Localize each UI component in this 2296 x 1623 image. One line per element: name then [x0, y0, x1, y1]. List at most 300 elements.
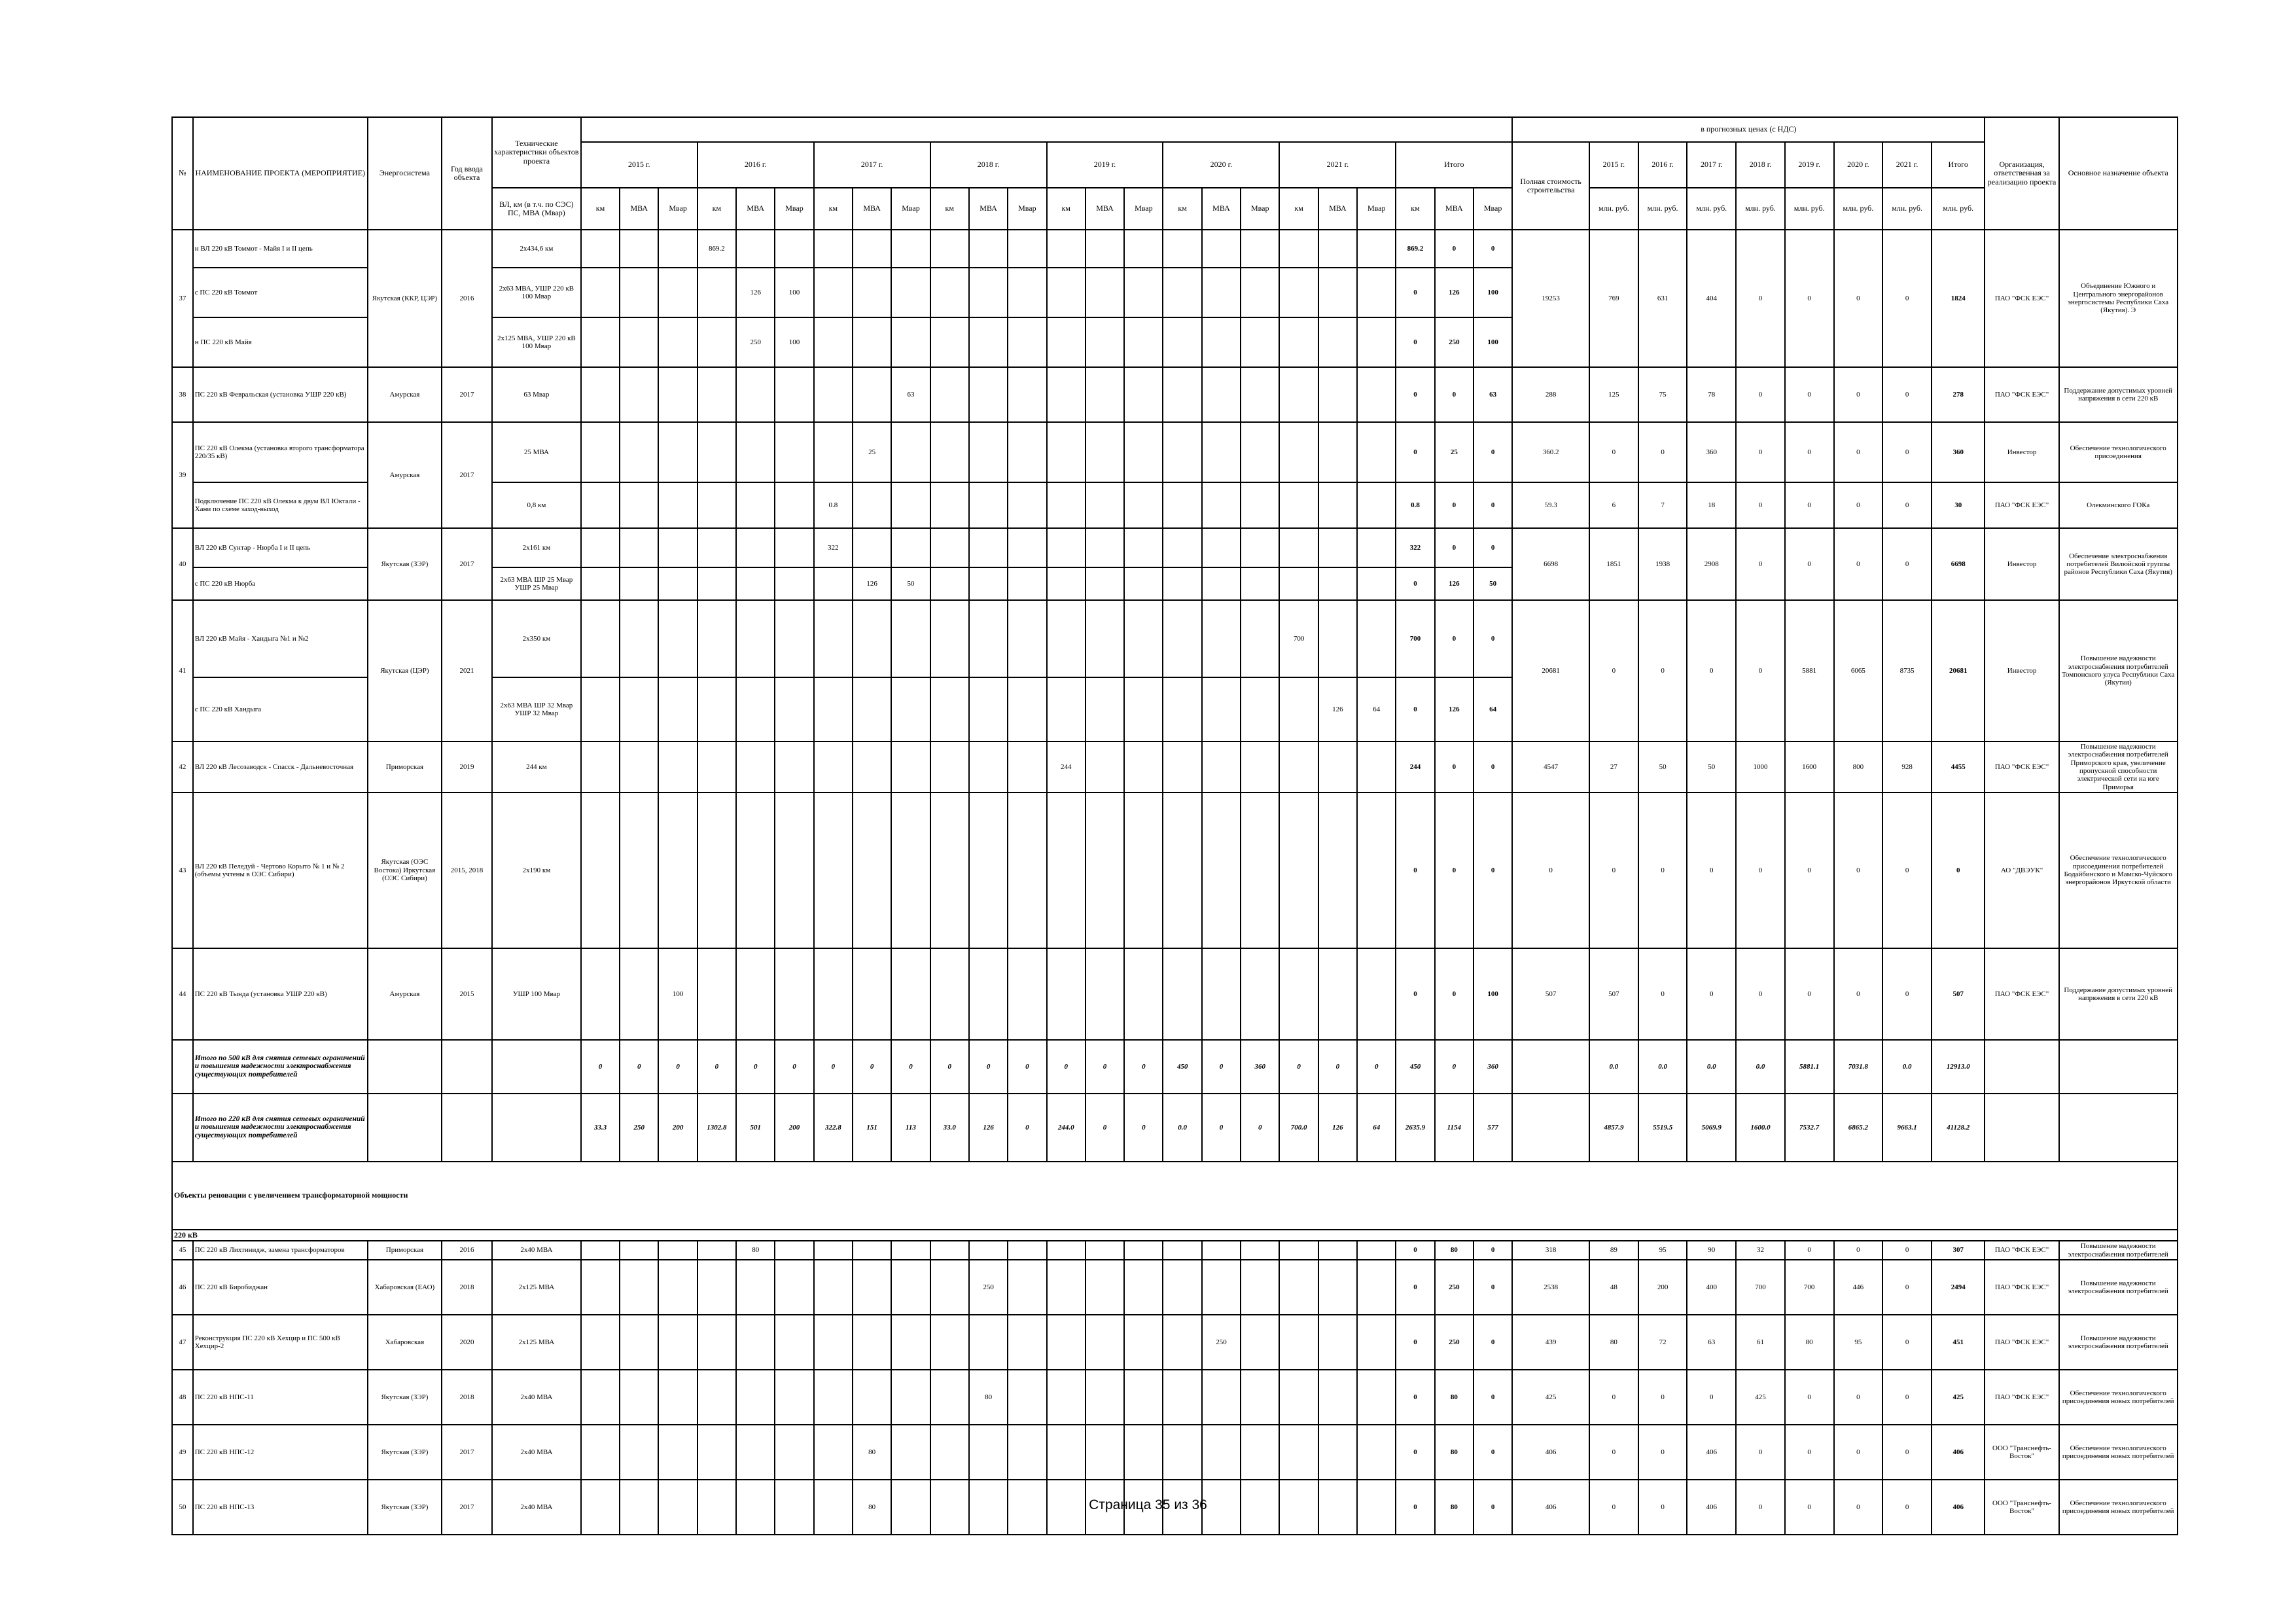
- money-cell: 75: [1638, 367, 1687, 422]
- volume-cell: 0: [1241, 1094, 1279, 1162]
- money-cell: 5069.9: [1687, 1094, 1736, 1162]
- volume-total-cell: 0: [1435, 600, 1474, 677]
- volume-cell: [1086, 317, 1124, 367]
- volume-cell: [1241, 268, 1279, 317]
- volume-cell: [853, 677, 891, 741]
- money-year-header-0: 2015 г.: [1589, 142, 1638, 188]
- money-cell: 0.0: [1882, 1040, 1932, 1094]
- project-name: ПС 220 кВ НПС-12: [193, 1425, 368, 1480]
- volume-cell: [775, 600, 813, 677]
- volume-cell: [1047, 317, 1086, 367]
- volume-cell: 0: [1202, 1094, 1241, 1162]
- row-number: 45: [172, 1241, 193, 1260]
- volume-cell: [1357, 600, 1396, 677]
- volume-cell: [814, 1260, 853, 1315]
- volume-cell: [775, 567, 813, 600]
- volume-cell: [930, 422, 969, 482]
- money-cell: 6065: [1834, 600, 1883, 741]
- volume-cell: [1279, 741, 1318, 793]
- volume-cell: [1163, 1241, 1201, 1260]
- volume-total-cell: 0: [1435, 230, 1474, 268]
- volume-cell: 0: [581, 1040, 620, 1094]
- unit-header: км: [814, 188, 853, 230]
- unit-header: Мвар: [1357, 188, 1396, 230]
- volume-cell: [969, 1425, 1008, 1480]
- money-cell: 1600.0: [1736, 1094, 1785, 1162]
- tech-characteristics: 2х125 МВА, УШР 220 кВ 100 Мвар: [492, 317, 581, 367]
- volume-cell: [1124, 793, 1163, 948]
- volume-cell: [1202, 793, 1241, 948]
- row-number: 40: [172, 528, 193, 600]
- volume-cell: [1163, 793, 1201, 948]
- volume-cell: [1279, 1241, 1318, 1260]
- money-cell: 0: [1882, 367, 1932, 422]
- unit-header: км: [1396, 188, 1434, 230]
- volume-cell: [581, 528, 620, 567]
- volume-total-cell: 450: [1396, 1040, 1434, 1094]
- volume-cell: [930, 793, 969, 948]
- volume-total-cell: 0: [1396, 948, 1434, 1040]
- money-cell: 0: [1736, 528, 1785, 600]
- volume-cell: [581, 948, 620, 1040]
- volume-cell: [1047, 230, 1086, 268]
- volume-total-cell: 250: [1435, 1315, 1474, 1370]
- purpose-cell: Обеспечение технологического присоединения потребителей Бодайбинского и Мамско-Чуйского энергорайонов Иркутской области: [2059, 793, 2178, 948]
- volume-total-cell: 577: [1474, 1094, 1512, 1162]
- volume-cell: [736, 367, 775, 422]
- volume-cell: [814, 741, 853, 793]
- volume-cell: [1047, 948, 1086, 1040]
- purpose-cell: Обеспечение технологического присоединения новых потребителей: [2059, 1370, 2178, 1425]
- volume-cell: [969, 677, 1008, 741]
- volume-cell: [1047, 677, 1086, 741]
- project-name: ВЛ 220 кВ Лесозаводск - Спасск - Дальневосточная: [193, 741, 368, 793]
- volume-total-cell: 80: [1435, 1241, 1474, 1260]
- volume-cell: 0: [1086, 1094, 1124, 1162]
- volume-cell: [1086, 1315, 1124, 1370]
- volume-cell: [1241, 528, 1279, 567]
- money-cell: 0: [1687, 793, 1736, 948]
- volume-cell: [969, 482, 1008, 528]
- full-cost-cell: 406: [1512, 1425, 1589, 1480]
- volume-cell: [581, 482, 620, 528]
- tech-characteristics: 2х63 МВА, УШР 220 кВ 100 Мвар: [492, 268, 581, 317]
- year-header-1: 2016 г.: [698, 142, 814, 188]
- volume-cell: [775, 422, 813, 482]
- money-year-header-6: 2021 г.: [1882, 142, 1932, 188]
- volume-total-cell: 2635.9: [1396, 1094, 1434, 1162]
- row-number: 48: [172, 1370, 193, 1425]
- money-cell: 50: [1638, 741, 1687, 793]
- volume-cell: [658, 1315, 697, 1370]
- col-year-header: Год ввода объекта: [442, 117, 492, 230]
- volume-cell: [891, 793, 930, 948]
- volume-cell: [891, 1425, 930, 1480]
- volume-cell: [1279, 317, 1318, 367]
- money-cell: 72: [1638, 1315, 1687, 1370]
- volume-cell: [1086, 1425, 1124, 1480]
- volume-cell: [1124, 422, 1163, 482]
- volume-cell: 64: [1357, 677, 1396, 741]
- volume-cell: 126: [853, 567, 891, 600]
- money-cell: 0: [1785, 948, 1834, 1040]
- volume-cell: [1357, 741, 1396, 793]
- volume-cell: [581, 567, 620, 600]
- volume-cell: [853, 793, 891, 948]
- volume-cell: [775, 528, 813, 567]
- full-cost-cell: 20681: [1512, 600, 1589, 741]
- volume-cell: [969, 567, 1008, 600]
- tech-characteristics: 2х125 МВА: [492, 1260, 581, 1315]
- project-name: ПС 220 кВ Лихтинидж, замена трансформаторов: [193, 1241, 368, 1260]
- volume-cell: [698, 482, 736, 528]
- org-cell: ПАО "ФСК ЕЭС": [1985, 1370, 2058, 1425]
- money-total-cell: 507: [1932, 948, 1985, 1040]
- volume-cell: [581, 1425, 620, 1480]
- purpose-cell: Обеспечение технологического присоединения новых потребителей: [2059, 1425, 2178, 1480]
- volume-cell: [1357, 317, 1396, 367]
- volume-total-cell: 0: [1474, 600, 1512, 677]
- volume-cell: [1318, 1370, 1357, 1425]
- volume-cell: [1357, 1241, 1396, 1260]
- volume-cell: [1086, 367, 1124, 422]
- volume-cell: [814, 1370, 853, 1425]
- volume-cell: [620, 422, 658, 482]
- volume-cell: [658, 482, 697, 528]
- volume-cell: [658, 317, 697, 367]
- volume-cell: [1163, 268, 1201, 317]
- section-title: Объекты реновации с увеличением трансформаторной мощности: [172, 1162, 2178, 1230]
- volume-cell: [775, 1260, 813, 1315]
- volume-cell: [1086, 741, 1124, 793]
- money-cell: 404: [1687, 230, 1736, 367]
- table-row: [172, 1241, 2178, 1260]
- volume-cell: [698, 1425, 736, 1480]
- volume-cell: [1202, 317, 1241, 367]
- volume-cell: [1357, 567, 1396, 600]
- volume-cell: [1008, 367, 1046, 422]
- volume-cell: 450: [1163, 1040, 1201, 1094]
- volume-cell: 0: [1124, 1094, 1163, 1162]
- volume-total-cell: 0: [1396, 1425, 1434, 1480]
- money-total-cell: 4455: [1932, 741, 1985, 793]
- volume-total-cell: 0: [1396, 422, 1434, 482]
- volume-cell: [814, 600, 853, 677]
- unit-header: Мвар: [891, 188, 930, 230]
- unit-header: МВА: [1318, 188, 1357, 230]
- volume-cell: 113: [891, 1094, 930, 1162]
- volume-cell: 126: [736, 268, 775, 317]
- volume-cell: [1086, 528, 1124, 567]
- volume-cell: [1124, 677, 1163, 741]
- volume-cell: [1008, 1425, 1046, 1480]
- money-cell: 0: [1589, 1370, 1638, 1425]
- money-cell: 0: [1785, 528, 1834, 600]
- money-cell: 0: [1834, 528, 1883, 600]
- money-cell: 0: [1736, 1480, 1785, 1535]
- energy-system: Якутская (ЗЭР): [368, 528, 442, 600]
- volume-cell: [775, 677, 813, 741]
- volume-cell: 80: [853, 1425, 891, 1480]
- volume-total-cell: 0.8: [1396, 482, 1434, 528]
- money-cell: 0: [1638, 793, 1687, 948]
- volume-cell: [775, 1315, 813, 1370]
- energy-system: Амурская: [368, 422, 442, 528]
- volume-cell: 0: [814, 1040, 853, 1094]
- volume-cell: [814, 317, 853, 367]
- volume-cell: [1241, 230, 1279, 268]
- volume-cell: [1241, 422, 1279, 482]
- volume-total-cell: 869.2: [1396, 230, 1434, 268]
- purpose-cell: Олекминского ГОКа: [2059, 482, 2178, 528]
- volume-cell: [930, 1315, 969, 1370]
- prices-group-header: в прогнозных ценах (с НДС): [1512, 117, 1985, 142]
- volume-cell: [698, 600, 736, 677]
- energy-system: Приморская: [368, 1241, 442, 1260]
- volume-cell: [1202, 677, 1241, 741]
- money-unit-header: млн. руб.: [1785, 188, 1834, 230]
- volume-cell: [620, 1241, 658, 1260]
- table-row: [172, 600, 2178, 677]
- tech-characteristics: 2х40 МВА: [492, 1425, 581, 1480]
- volume-cell: 250: [969, 1260, 1008, 1315]
- volume-cell: [1086, 422, 1124, 482]
- unit-header: МВА: [1435, 188, 1474, 230]
- volume-cell: [1163, 367, 1201, 422]
- volume-cell: [1163, 422, 1201, 482]
- volume-total-cell: 0: [1474, 1425, 1512, 1480]
- volume-total-cell: 100: [1474, 268, 1512, 317]
- volume-cell: [1318, 422, 1357, 482]
- org-cell: ПАО "ФСК ЕЭС": [1985, 1315, 2058, 1370]
- volume-cell: [581, 230, 620, 268]
- org-cell: ООО "Транснефть-Восток": [1985, 1480, 2058, 1535]
- money-cell: 0: [1834, 793, 1883, 948]
- volume-cell: [814, 268, 853, 317]
- volume-cell: [1202, 367, 1241, 422]
- money-cell: 0: [1882, 528, 1932, 600]
- volume-cell: [1086, 793, 1124, 948]
- volume-cell: [620, 600, 658, 677]
- energy-system: Приморская: [368, 741, 442, 793]
- volume-cell: [891, 948, 930, 1040]
- volume-total-cell: 0: [1474, 482, 1512, 528]
- money-unit-header: млн. руб.: [1589, 188, 1638, 230]
- money-cell: 6865.2: [1834, 1094, 1883, 1162]
- energy-system: Якутская (ЦЭР): [368, 600, 442, 741]
- volume-cell: [1163, 317, 1201, 367]
- volume-cell: [1318, 528, 1357, 567]
- money-cell: 0: [1785, 482, 1834, 528]
- volume-cell: [1047, 793, 1086, 948]
- table-row: [172, 741, 2178, 793]
- money-cell: 0: [1638, 948, 1687, 1040]
- org-cell: ПАО "ФСК ЕЭС": [1985, 482, 2058, 528]
- volume-cell: [1241, 1425, 1279, 1480]
- money-cell: 0: [1834, 1425, 1883, 1480]
- money-cell: 0: [1589, 793, 1638, 948]
- total-number: [172, 1040, 193, 1094]
- volume-cell: 80: [969, 1370, 1008, 1425]
- volume-cell: [1086, 230, 1124, 268]
- volume-cell: [1086, 1241, 1124, 1260]
- volume-cell: [658, 677, 697, 741]
- energy-system: Хабаровская (ЕАО): [368, 1260, 442, 1315]
- money-cell: 0: [1834, 367, 1883, 422]
- volume-cell: 0: [1008, 1094, 1046, 1162]
- volume-cell: [1318, 1241, 1357, 1260]
- volume-total-cell: 250: [1435, 317, 1474, 367]
- commission-year: 2017: [442, 1480, 492, 1535]
- volume-cell: [698, 677, 736, 741]
- volume-cell: [1008, 948, 1046, 1040]
- volume-cell: 0: [1124, 1040, 1163, 1094]
- volume-cell: [658, 793, 697, 948]
- volume-cell: [658, 567, 697, 600]
- volume-cell: [1047, 367, 1086, 422]
- volume-cell: [1008, 1260, 1046, 1315]
- total-system: [368, 1040, 442, 1094]
- money-cell: 0: [1882, 1260, 1932, 1315]
- volume-cell: [814, 1425, 853, 1480]
- volume-total-cell: 0: [1474, 528, 1512, 567]
- volume-cell: 0: [1086, 1040, 1124, 1094]
- volume-cell: [1202, 1260, 1241, 1315]
- commission-year: 2017: [442, 528, 492, 600]
- volume-cell: [698, 793, 736, 948]
- money-total-cell: 2494: [1932, 1260, 1985, 1315]
- purpose-cell: Повышение надежности электроснабжения потребителей: [2059, 1315, 2178, 1370]
- volume-cell: [736, 567, 775, 600]
- volume-cell: [581, 422, 620, 482]
- energy-system: Амурская: [368, 367, 442, 422]
- volume-cell: [1318, 1315, 1357, 1370]
- commission-year: 2015, 2018: [442, 793, 492, 948]
- full-cost-cell: 288: [1512, 367, 1589, 422]
- volume-cell: [620, 741, 658, 793]
- money-cell: 89: [1589, 1241, 1638, 1260]
- volume-cell: [1008, 317, 1046, 367]
- volume-cell: [1318, 948, 1357, 1040]
- purpose-cell: Обеспечение технологического присоединения новых потребителей: [2059, 1480, 2178, 1535]
- money-cell: 0: [1589, 600, 1638, 741]
- money-cell: 95: [1638, 1241, 1687, 1260]
- volume-cell: [1047, 600, 1086, 677]
- section-row: [172, 1162, 2178, 1230]
- volume-total-cell: 700: [1396, 600, 1434, 677]
- volume-cell: [1163, 600, 1201, 677]
- volume-cell: [1318, 1425, 1357, 1480]
- money-cell: 0: [1834, 230, 1883, 367]
- volume-cell: 0: [891, 1040, 930, 1094]
- volume-cell: [1318, 367, 1357, 422]
- full-cost-cell: 4547: [1512, 741, 1589, 793]
- volume-cell: [1047, 422, 1086, 482]
- volume-cell: [775, 948, 813, 1040]
- tech-characteristics: 2х161 км: [492, 528, 581, 567]
- volume-total-cell: 322: [1396, 528, 1434, 567]
- section-row: [172, 1230, 2178, 1241]
- volume-cell: [1202, 230, 1241, 268]
- volume-total-cell: 0: [1396, 793, 1434, 948]
- volume-cell: [1279, 567, 1318, 600]
- money-cell: 0: [1882, 1425, 1932, 1480]
- volume-cell: [620, 367, 658, 422]
- org-cell: Инвестор: [1985, 528, 2058, 600]
- money-cell: 0: [1589, 422, 1638, 482]
- volume-cell: [620, 1370, 658, 1425]
- full-cost-cell: 406: [1512, 1480, 1589, 1535]
- money-cell: 90: [1687, 1241, 1736, 1260]
- volume-cell: 0: [658, 1040, 697, 1094]
- money-cell: 5519.5: [1638, 1094, 1687, 1162]
- volume-cell: [1202, 1241, 1241, 1260]
- volume-cell: 250: [1202, 1315, 1241, 1370]
- volume-cell: [814, 422, 853, 482]
- volume-total-cell: 50: [1474, 567, 1512, 600]
- money-cell: 400: [1687, 1260, 1736, 1315]
- year-header-6: 2021 г.: [1279, 142, 1396, 188]
- money-cell: 0: [1882, 482, 1932, 528]
- energy-system: Якутская (ЗЭР): [368, 1370, 442, 1425]
- volume-cell: 126: [969, 1094, 1008, 1162]
- volume-cell: 322: [814, 528, 853, 567]
- money-cell: 800: [1834, 741, 1883, 793]
- volume-cell: [1279, 1315, 1318, 1370]
- volume-cell: [698, 1370, 736, 1425]
- money-cell: 0.0: [1638, 1040, 1687, 1094]
- volume-cell: 0: [620, 1040, 658, 1094]
- volume-cell: [698, 567, 736, 600]
- energy-system: Якутская (ЗЭР): [368, 1425, 442, 1480]
- money-total-header: Итого: [1932, 142, 1985, 188]
- volume-cell: [969, 1315, 1008, 1370]
- project-name: с ПС 220 кВ Нюрба: [193, 567, 368, 600]
- volume-cell: [775, 1425, 813, 1480]
- money-cell: 0: [1882, 1370, 1932, 1425]
- volume-cell: [1008, 677, 1046, 741]
- commission-year: 2018: [442, 1370, 492, 1425]
- full-cost-cell: 19253: [1512, 230, 1589, 367]
- volume-cell: [1047, 1370, 1086, 1425]
- money-cell: 1000: [1736, 741, 1785, 793]
- volume-cell: [1357, 528, 1396, 567]
- volume-cell: [736, 1315, 775, 1370]
- volume-cell: [1202, 1425, 1241, 1480]
- volume-cell: 0.8: [814, 482, 853, 528]
- row-number: 43: [172, 793, 193, 948]
- purpose-cell: Обеспечение технологического присоединения: [2059, 422, 2178, 482]
- money-cell: 7532.7: [1785, 1094, 1834, 1162]
- volume-cell: [1086, 1260, 1124, 1315]
- volume-cell: 100: [775, 317, 813, 367]
- money-total-cell: 451: [1932, 1315, 1985, 1370]
- volume-cell: [1163, 741, 1201, 793]
- volume-cell: [814, 1241, 853, 1260]
- money-total-cell: 6698: [1932, 528, 1985, 600]
- volume-cell: [1202, 528, 1241, 567]
- volume-cell: [736, 600, 775, 677]
- volume-cell: [814, 567, 853, 600]
- money-cell: 0: [1736, 422, 1785, 482]
- volume-cell: [930, 677, 969, 741]
- volume-cell: [1202, 422, 1241, 482]
- volume-cell: 0: [853, 1040, 891, 1094]
- volume-cell: [814, 677, 853, 741]
- money-cell: 0: [1638, 1370, 1687, 1425]
- full-cost-cell: [1512, 1040, 1589, 1094]
- purpose-cell: Повышение надежности электроснабжения потребителей: [2059, 1241, 2178, 1260]
